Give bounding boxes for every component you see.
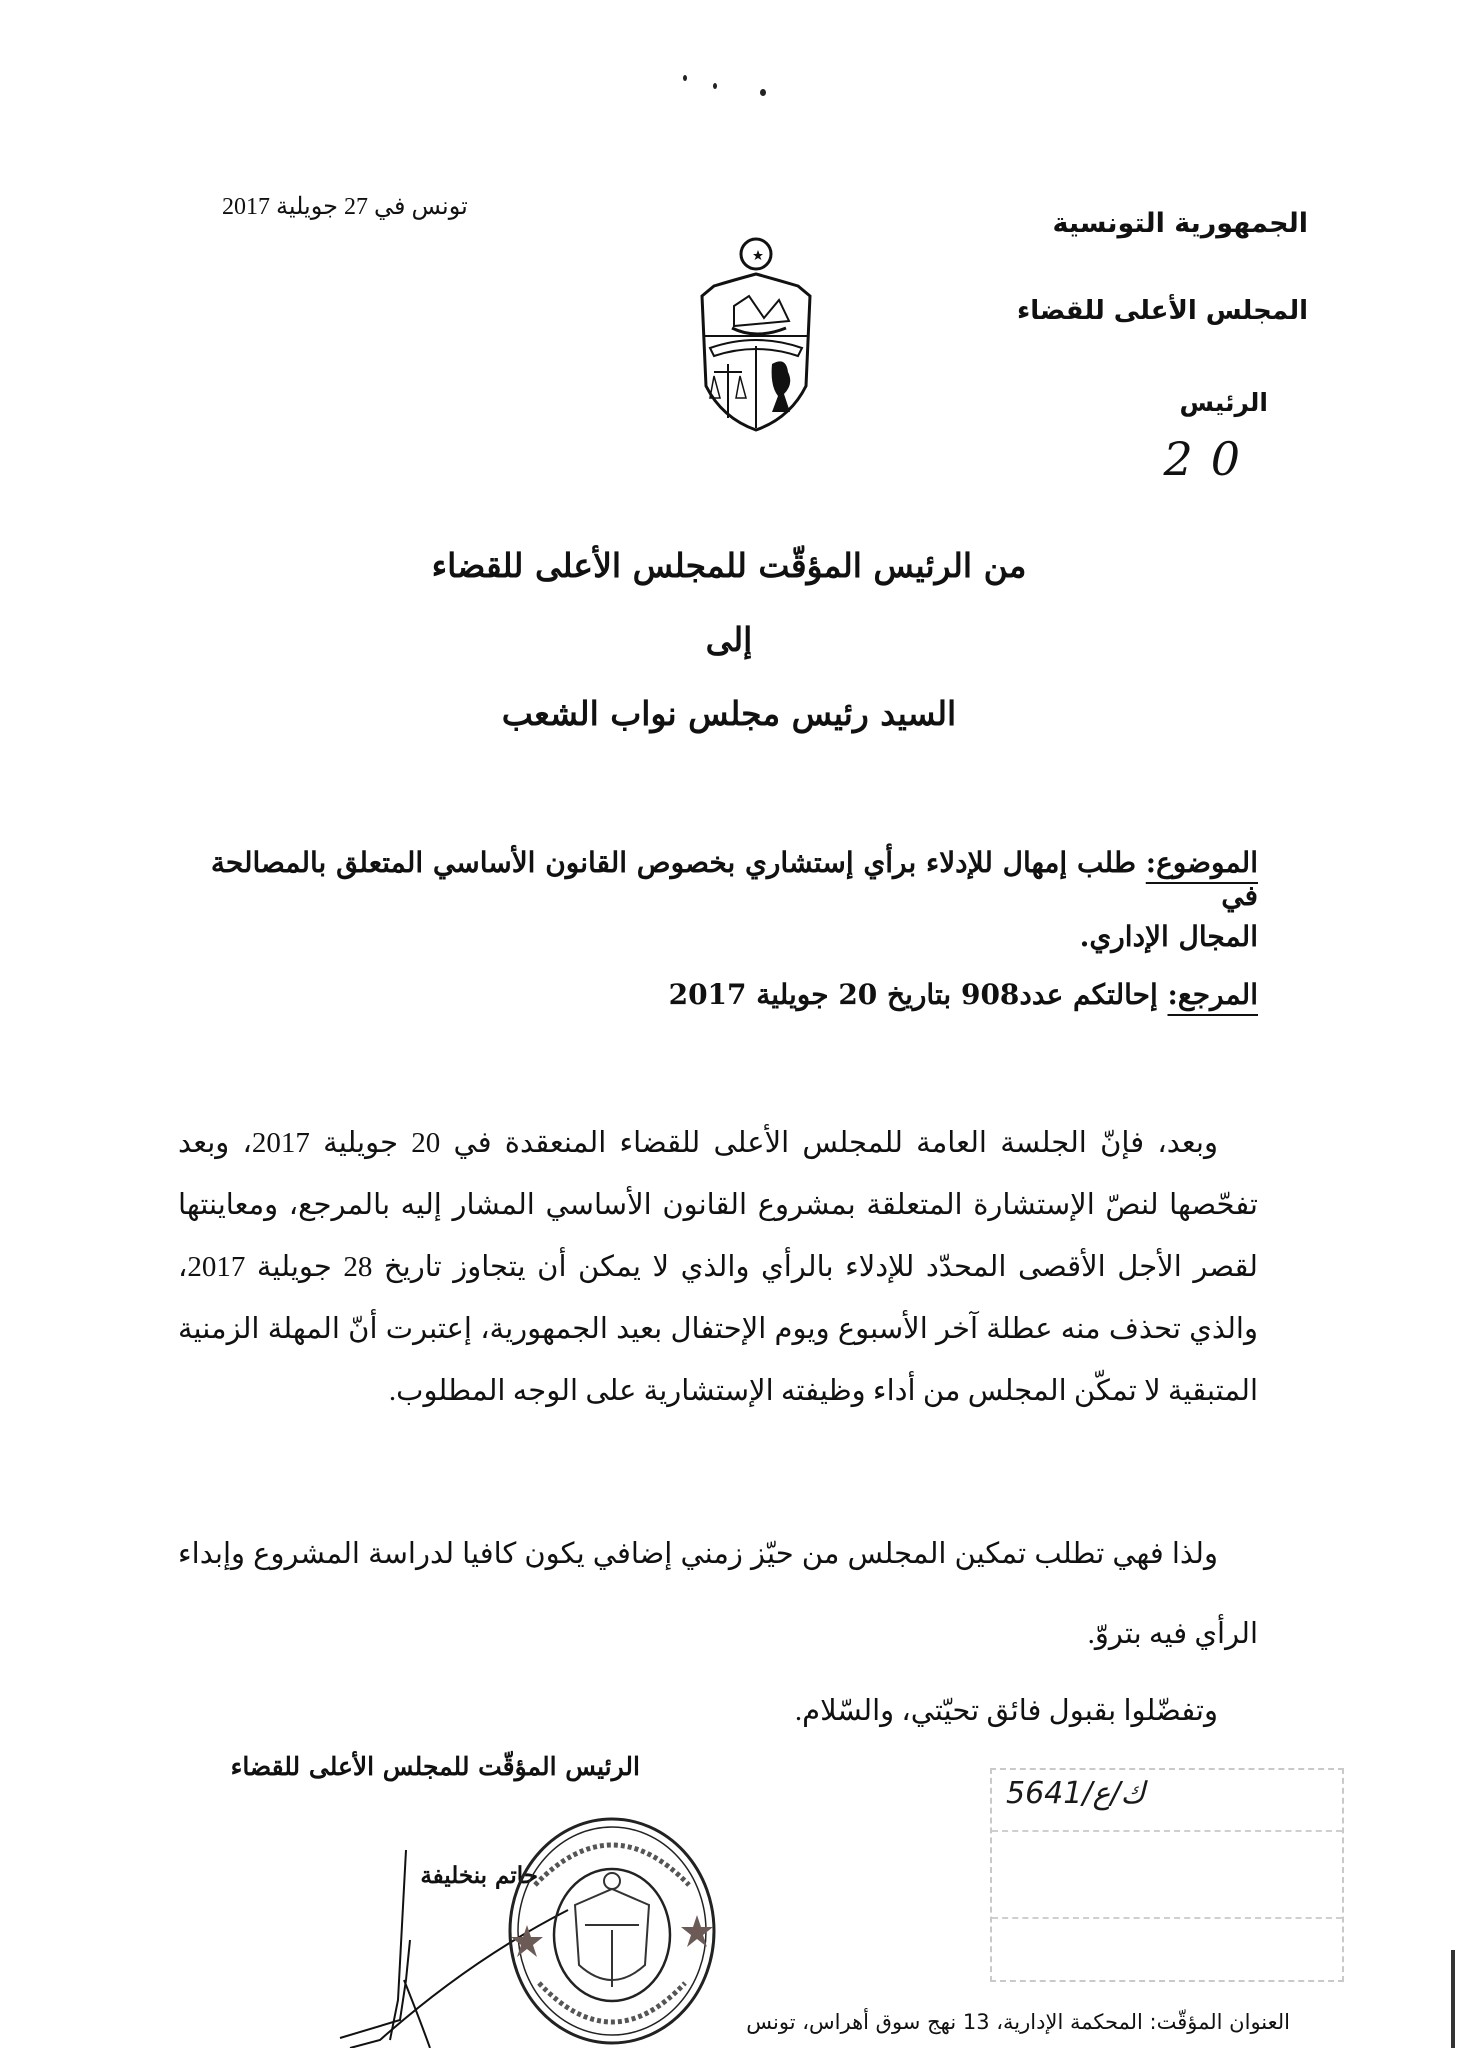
subject-text-continued: المجال الإداري. <box>1079 920 1258 953</box>
subject-label: الموضوع: <box>1145 846 1258 879</box>
scan-speck <box>713 83 717 89</box>
registry-stamp-row <box>992 1832 1342 1919</box>
subject-text: طلب إمهال للإدلاء برأي إستشاري بخصوص القانون الأساسي المتعلق بالمصالحة في <box>210 846 1258 912</box>
letterhead-office: الرئيس <box>1179 388 1268 417</box>
sender-line: من الرئيس المؤقّت للمجلس الأعلى للقضاء <box>431 546 1027 585</box>
registry-stamp <box>990 1768 1344 1982</box>
footer-address: العنوان المؤقّت: المحكمة الإدارية، 13 نهج سوق أهراس، تونس <box>746 2010 1290 2034</box>
body-paragraph-2: ولذا فهي تطلب تمكين المجلس من حيّز زمني إضافي يكون كافيا لدراسة المشروع وإبداء الرأي فيه بتروّ. <box>178 1538 1258 1650</box>
registry-number: ك/ع/5641 <box>1006 1776 1146 1811</box>
signatory-name: حاتم بنخليفة <box>420 1862 538 1889</box>
closing-line: وتفضّلوا بقبول فائق تحيّتي، والسّلام. <box>794 1695 1218 1727</box>
date-line: تونس في 27 جويلية 2017 <box>222 194 468 220</box>
subject-line <box>198 846 1258 912</box>
recipient-line: السيد رئيس مجلس نواب الشعب <box>501 694 957 733</box>
official-seal-icon <box>505 1815 720 2048</box>
reference-label: المرجع: <box>1167 978 1258 1011</box>
reference-line <box>198 978 1258 1011</box>
handwritten-letter-number: 20 <box>1163 432 1258 486</box>
scan-edge <box>1451 1950 1455 2048</box>
tunisia-coat-of-arms-icon <box>694 236 818 432</box>
letterhead-country: الجمهورية التونسية <box>1052 208 1308 239</box>
letterhead-institution: المجلس الأعلى للقضاء <box>1016 296 1308 326</box>
to-line: إلى <box>705 620 753 659</box>
signatory-title: الرئيس المؤقّت للمجلس الأعلى للقضاء <box>230 1752 640 1781</box>
reference-text: إحالتكم عدد908 بتاريخ 20 جويلية 2017 <box>668 978 1158 1011</box>
scan-speck <box>760 89 766 96</box>
body-paragraph-1: وبعد، فإنّ الجلسة العامة للمجلس الأعلى للقضاء المنعقدة في 20 جويلية 2017، وبعد تفحّصها لنصّ الإستشارة المتعلقة بمشروع القانون الأساسي المشار إليه بالمرجع، ومعاينتها لقصر الأجل الأقصى المحدّد للإدلاء بالرأي والذي لا يمكن أن يتجاوز تاريخ 28 جويلية 2017، والذي تحذف منه عطلة آخر الأسبوع ويوم الإحتفال بعيد الجمهورية، إعتبرت أنّ المهلة الزمنية المتبقية لا تمكّن المجلس من أداء وظيفته الإستشارية على الوجه المطلوب. <box>178 1127 1258 1407</box>
scan-speck <box>683 75 687 81</box>
